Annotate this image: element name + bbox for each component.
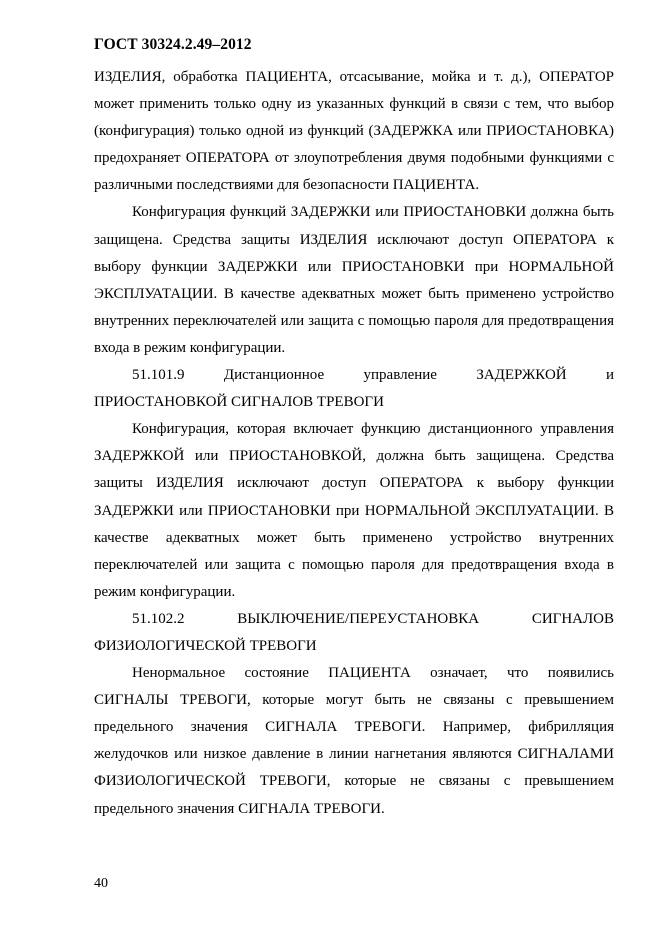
section-title-continuation: ФИЗИОЛОГИЧЕСКОЙ ТРЕВОГИ <box>94 637 317 654</box>
section-title-word: Дистанционное <box>223 367 325 384</box>
section-number: 51.102.2 <box>132 610 185 627</box>
paragraph-abnormal-state: Ненормальное состояние ПАЦИЕНТА означает, что появились СИГНАЛЫ ТРЕВОГИ, которые могут быть не связаны с превышением предельного значения СИГНАЛА ТРЕВОГИ. Например, фибрилляция желудочков или низкое давление в линии нагнетания являются СИГНАЛАМИ ФИЗИОЛОГИЧЕСКОЙ ТРЕВОГИ, которые не связаны с превышением предельного значения СИГНАЛА ТРЕВОГИ. <box>94 665 614 817</box>
section-number: 51.101.9 <box>132 367 185 384</box>
page-number: 40 <box>94 876 108 891</box>
paragraph-continuation: ИЗДЕЛИЯ, обработка ПАЦИЕНТА, отсасывание, мойка и т. д.), ОПЕРАТОР может применить только одну из указанных функций в связи с тем, что выбор (конфигурация) только одной из функций (ЗАДЕРЖКА или ПРИОСТАНОВКА) предохраняет ОПЕРАТОРА от злоупотребления двумя подобными функциями с различными последствиями для безопасности ПАЦИЕНТА. <box>94 69 614 194</box>
section-title-word: СИГНАЛОВ <box>531 610 614 627</box>
section-title-word: ЗАДЕРЖКОЙ <box>476 367 567 384</box>
paragraph-configuration-remote: Конфигурация, которая включает функцию дистанционного управления ЗАДЕРЖКОЙ или ПРИОСТАНОВКОЙ, должна быть защищена. Средства защиты ИЗДЕЛИЯ исключают доступ ОПЕРАТОРА к выбору функции ЗАДЕРЖКИ или ПРИОСТАНОВКИ при НОРМАЛЬНОЙ ЭКСПЛУАТАЦИИ. В качестве адекватных может быть применено устройство внутренних переключателей или защита с помощью пароля для предотвращения входа в режим конфигурации. <box>94 421 614 600</box>
section-heading-physiological-alarm <box>94 606 614 660</box>
paragraph-configuration-delay: Конфигурация функций ЗАДЕРЖКИ или ПРИОСТАНОВКИ должна быть защищена. Средства защиты ИЗДЕЛИЯ исключают доступ ОПЕРАТОРА к выбору функции ЗАДЕРЖКИ или ПРИОСТАНОВКИ при НОРМАЛЬНОЙ ЭКСПЛУАТАЦИИ. В качестве адекватных может быть применено устройство внутренних переключателей или защита с помощью пароля для предотвращения входа в режим конфигурации. <box>94 204 614 356</box>
standard-header: ГОСТ 30324.2.49–2012 <box>94 36 252 53</box>
section-title-word: управление <box>363 367 437 384</box>
body-text <box>94 64 614 823</box>
section-heading-line <box>94 362 614 389</box>
section-title-continuation: ПРИОСТАНОВКОЙ СИГНАЛОВ ТРЕВОГИ <box>94 394 384 411</box>
section-title-word: ВЫКЛЮЧЕНИЕ/ПЕРЕУСТАНОВКА <box>237 610 480 627</box>
section-heading-line <box>94 606 614 633</box>
section-title-word: и <box>605 367 614 384</box>
section-heading-remote-control <box>94 362 614 416</box>
